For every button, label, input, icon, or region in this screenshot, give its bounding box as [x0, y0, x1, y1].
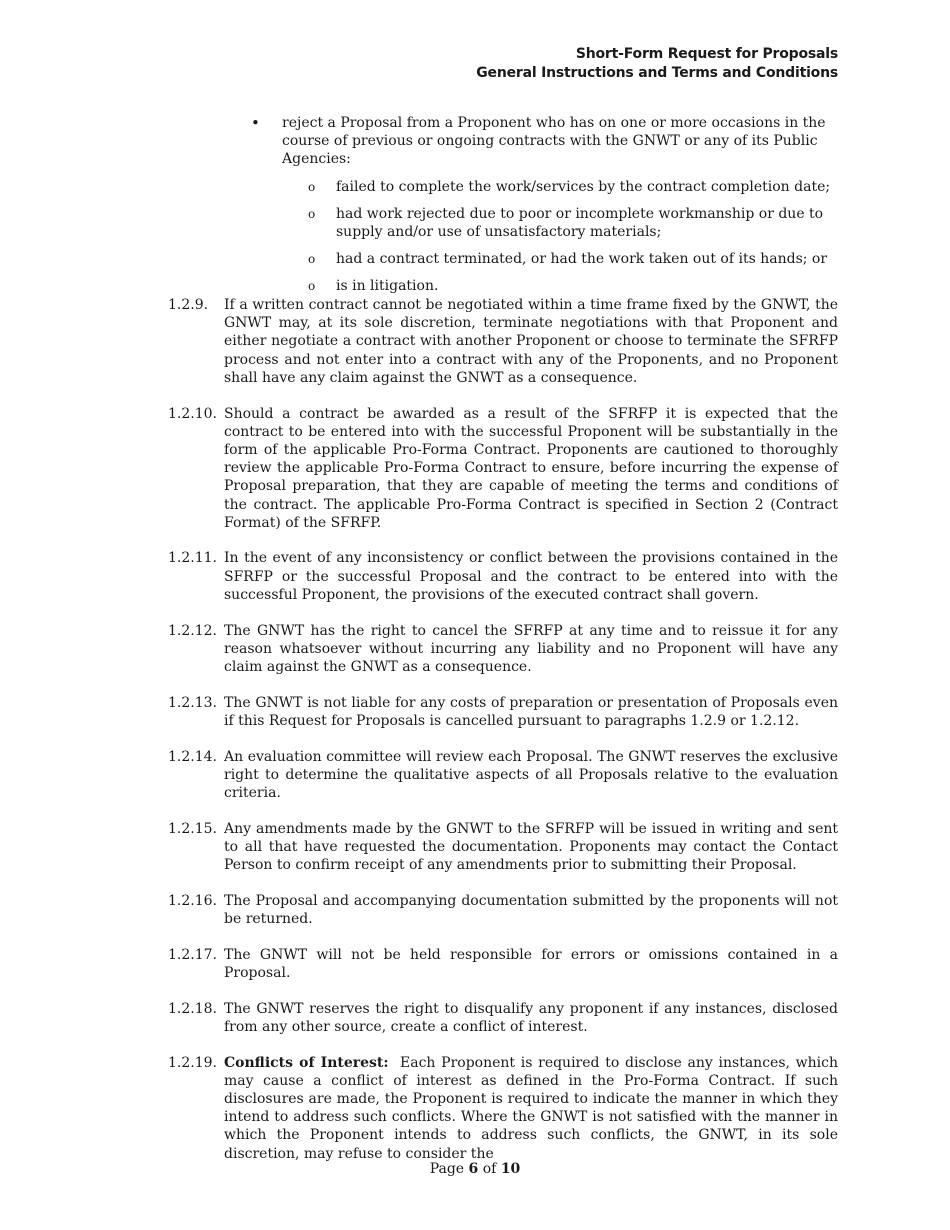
sub-list-text: is in litigation. — [336, 278, 439, 295]
sub-list-item — [306, 178, 838, 196]
clause-number: 1.2.17. — [168, 946, 217, 963]
clause-number: 1.2.9. — [168, 297, 209, 313]
clause-text: In the event of any inconsistency or conflict between the provisions contained in the SFRFP or the successful Proposal and the contract to be entered into with the successful Proponent, the provisions of the executed contract shall govern. — [224, 550, 838, 603]
clause-number: 1.2.19. — [168, 1054, 217, 1071]
clause-number: 1.2.12. — [168, 622, 217, 639]
clause-number: 1.2.18. — [168, 1000, 217, 1017]
circle-bullet-icon: o — [308, 179, 316, 194]
sub-list-item — [306, 205, 838, 241]
clause-number: 1.2.10. — [168, 405, 217, 422]
circle-bullet-icon: o — [308, 206, 316, 221]
bullet-icon: • — [251, 114, 260, 132]
page-footer — [0, 1160, 950, 1178]
sub-list-item — [306, 250, 838, 268]
clause-lead-heading: Conflicts of Interest: — [224, 1054, 389, 1071]
clause-1-2-13 — [168, 694, 838, 730]
clause-1-2-16 — [168, 892, 838, 928]
page-number: 6 — [468, 1161, 479, 1177]
clause-1-2-11 — [168, 549, 838, 604]
clause-text: If a written contract cannot be negotiated within a time frame fixed by the GNWT, the GNWT may, at its sole discretion, terminate negotiations with that Proponent and either negotiate a contract with another Proponent or choose to terminate the SFRFP process and not enter into a contract with any of the Proponents, and no Proponent shall have any claim against the GNWT as a consequence. — [224, 297, 838, 386]
page-header — [476, 45, 838, 83]
clause-body: Each Proponent is required to disclose any instances, which may cause a conflict of interest as defined in the Pro-Forma Contract. If such disclosures are made, the Proponent is required to indicate the manner in which they intend to address such conflicts. Where the GNWT is not satisfied with the manner in which the Proponent intends to address such conflicts, the GNWT, in its sole discretion, may refuse to consider the — [224, 1054, 838, 1162]
page-label: Page — [429, 1161, 465, 1177]
sub-list-text: had work rejected due to poor or incomplete workmanship or due to supply and/or use of unsatisfactory materials; — [336, 205, 824, 241]
bullet-item — [248, 114, 838, 169]
clause-1-2-14 — [168, 748, 838, 803]
sub-list-text: failed to complete the work/services by the contract completion date; — [336, 178, 831, 195]
clause-text: Should a contract be awarded as a result of the SFRFP it is expected that the contract to be entered into with the successful Proponent will be substantially in the form of the applicable Pro-Forma Contract. Proponents are cautioned to thoroughly review the applicable Pro-Forma Contract to ensure, before incurring the expense of Proposal preparation, that they are capable of meeting the terms and conditions of the contract. The applicable Pro-Forma Contract is specified in Section 2 (Contract Format) of the SFRFP. — [224, 405, 838, 531]
clause-text: The GNWT reserves the right to disqualify any proponent if any instances, disclosed from any other source, create a conflict of interest. — [224, 1000, 838, 1035]
clause-1-2-17 — [168, 946, 838, 982]
clause-1-2-12 — [168, 622, 838, 677]
clause-number: 1.2.13. — [168, 694, 217, 711]
bullet-text: reject a Proposal from a Proponent who has on one or more occasions in the course of previous or ongoing contracts with the GNWT or any of its Public Agencies: — [282, 115, 826, 168]
clause-text: The GNWT is not liable for any costs of preparation or presentation of Proposals even if this Request for Proposals is cancelled pursuant to paragraphs 1.2.9 or 1.2.12. — [224, 694, 838, 729]
clause-text: An evaluation committee will review each Proposal. The GNWT reserves the exclusive right to determine the qualitative aspects of all Proposals relative to the evaluation criteria. — [224, 748, 838, 801]
page-total: 10 — [500, 1161, 521, 1177]
clause-text: The Proposal and accompanying documentation submitted by the proponents will not be returned. — [224, 892, 838, 927]
clause-1-2-19 — [168, 1054, 838, 1163]
clause-text: The GNWT will not be held responsible for errors or omissions contained in a Proposal. — [224, 946, 838, 981]
header-title: Short-Form Request for Proposals — [575, 46, 838, 62]
clause-number: 1.2.15. — [168, 820, 217, 837]
clause-number: 1.2.11. — [168, 550, 217, 567]
clause-text: Any amendments made by the GNWT to the SFRFP will be issued in writing and sent to all that have requested the documentation. Proponents may contact the Contact Person to confirm receipt of any amendments prior to submitting their Proposal. — [224, 820, 838, 874]
clause-number: 1.2.14. — [168, 748, 217, 765]
clause-1-2-9 — [168, 296, 838, 387]
sub-list-text: had a contract terminated, or had the work taken out of its hands; or — [336, 251, 828, 268]
circle-bullet-icon: o — [308, 252, 316, 267]
clause-text: The GNWT has the right to cancel the SFRFP at any time and to reissue it for any reason whatsoever without incurring any liability and no Proponent will have any claim against the GNWT as a consequence. — [224, 622, 838, 675]
clause-number: 1.2.16. — [168, 892, 217, 909]
header-subtitle: General Instructions and Terms and Conditions — [476, 65, 838, 81]
clause-text — [224, 1054, 838, 1163]
clause-1-2-10 — [168, 405, 838, 532]
of-label: of — [482, 1161, 497, 1177]
clause-1-2-18 — [168, 1000, 838, 1036]
clause-1-2-15 — [168, 820, 838, 875]
circle-bullet-icon: o — [308, 279, 316, 294]
clause-list — [168, 296, 838, 1180]
bullet-list — [248, 114, 838, 296]
sub-list-item — [306, 277, 838, 295]
